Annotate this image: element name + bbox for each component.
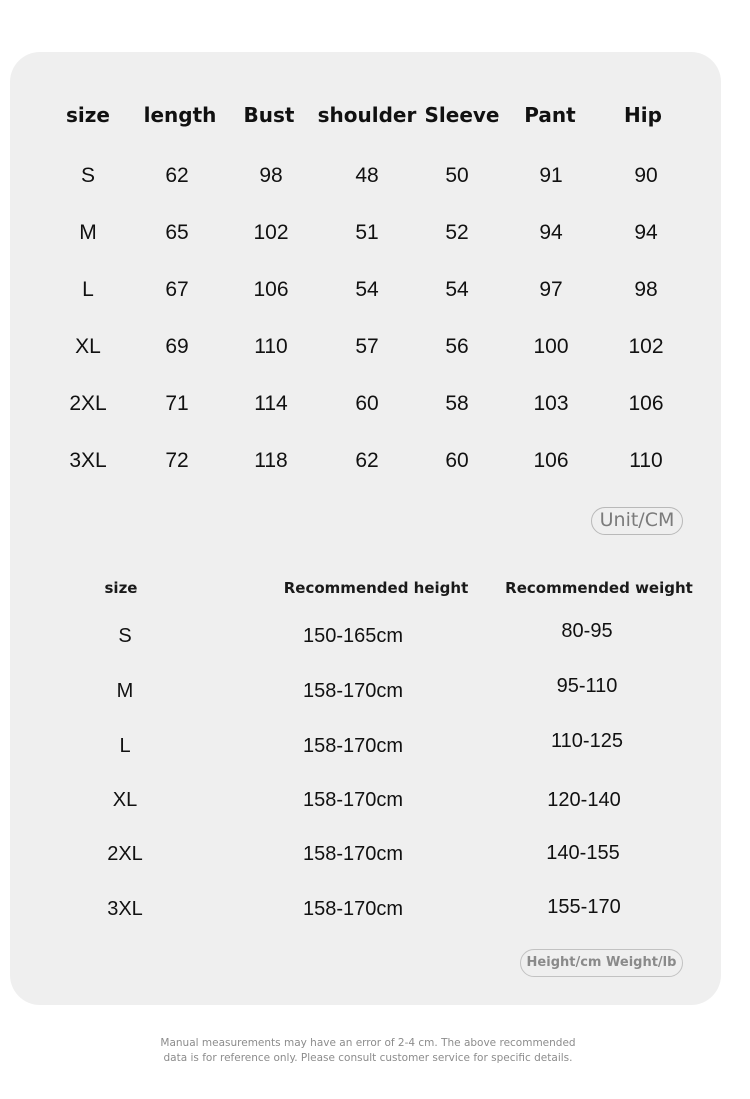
table-row — [0, 671, 750, 711]
cell-size: S — [118, 625, 132, 647]
header-recommended-height: Recommended height — [283, 579, 469, 597]
cell-size: 2XL — [69, 392, 107, 415]
cell-shoulder: 57 — [355, 335, 379, 358]
cell-weight: 140-155 — [546, 842, 620, 864]
cell-pant: 94 — [539, 221, 563, 244]
cell-weight: 120-140 — [547, 789, 621, 811]
table-row — [0, 834, 750, 874]
table-row — [0, 726, 750, 766]
cell-size: 3XL — [107, 898, 143, 920]
cell-pant: 97 — [539, 278, 563, 301]
cell-size: 3XL — [69, 449, 107, 472]
cell-height: 158-170cm — [302, 680, 404, 702]
cell-shoulder: 54 — [355, 278, 379, 301]
cell-hip: 98 — [634, 278, 658, 301]
cell-height: 158-170cm — [302, 843, 404, 865]
cell-size: XL — [75, 335, 101, 358]
table-row — [0, 384, 750, 424]
cell-length: 71 — [165, 392, 189, 415]
height-weight-unit-badge: Height/cm Weight/lb — [520, 949, 683, 977]
cell-pant: 100 — [533, 335, 569, 358]
header-pant: Pant — [524, 103, 576, 127]
cell-hip: 94 — [634, 221, 658, 244]
table-row — [0, 270, 750, 310]
cell-shoulder: 51 — [355, 221, 379, 244]
cell-sleeve: 52 — [445, 221, 469, 244]
table-row — [0, 327, 750, 367]
header-bust: Bust — [243, 103, 295, 127]
cell-size: 2XL — [107, 843, 143, 865]
cell-bust: 98 — [259, 164, 283, 187]
cell-sleeve: 60 — [445, 449, 469, 472]
header-hip: Hip — [624, 103, 662, 127]
cell-pant: 103 — [533, 392, 569, 415]
cell-size: S — [80, 164, 96, 187]
cell-length: 62 — [165, 164, 189, 187]
table-row — [0, 156, 750, 196]
cell-hip: 110 — [629, 449, 663, 472]
cell-weight: 80-95 — [561, 620, 613, 642]
cell-height: 158-170cm — [302, 735, 404, 757]
unit-cm-badge: Unit/CM — [591, 507, 683, 535]
size-chart-header-row — [0, 95, 750, 135]
cell-pant: 91 — [539, 164, 563, 187]
recommendation-header-row — [0, 568, 750, 608]
cell-size: XL — [112, 789, 138, 811]
cell-shoulder: 62 — [355, 449, 379, 472]
cell-bust: 114 — [254, 392, 288, 415]
cell-length: 72 — [165, 449, 189, 472]
cell-sleeve: 50 — [445, 164, 469, 187]
cell-length: 67 — [165, 278, 189, 301]
cell-hip: 102 — [628, 335, 664, 358]
cell-bust: 106 — [253, 278, 289, 301]
header-size: size — [66, 103, 110, 127]
cell-bust: 102 — [253, 221, 289, 244]
cell-hip: 106 — [628, 392, 664, 415]
table-row — [0, 616, 750, 656]
cell-height: 158-170cm — [302, 789, 404, 811]
disclaimer-line-1: Manual measurements may have an error of 2-4 cm. The above recommended — [160, 1037, 576, 1049]
cell-length: 69 — [165, 335, 189, 358]
table-row — [0, 441, 750, 481]
cell-height: 158-170cm — [302, 898, 404, 920]
header-sleeve: Sleeve — [424, 103, 500, 127]
cell-size: L — [119, 735, 131, 757]
cell-size: M — [79, 221, 97, 244]
cell-length: 65 — [165, 221, 189, 244]
header-recommended-weight: Recommended weight — [505, 579, 693, 597]
cell-sleeve: 58 — [445, 392, 469, 415]
cell-weight: 110-125 — [551, 730, 623, 752]
measurement-disclaimer — [0, 1036, 736, 1066]
cell-size: L — [82, 278, 94, 301]
cell-size: M — [116, 680, 134, 702]
header-length: length — [143, 103, 217, 127]
cell-pant: 106 — [533, 449, 569, 472]
disclaimer-line-2: data is for reference only. Please consult customer service for specific details. — [163, 1052, 573, 1064]
cell-weight: 95-110 — [556, 675, 618, 697]
table-row — [0, 889, 750, 929]
cell-sleeve: 54 — [445, 278, 469, 301]
cell-weight: 155-170 — [547, 896, 621, 918]
cell-hip: 90 — [634, 164, 658, 187]
table-row — [0, 213, 750, 253]
cell-height: 150-165cm — [302, 625, 404, 647]
header-size: size — [104, 579, 138, 597]
cell-bust: 110 — [254, 335, 288, 358]
cell-shoulder: 48 — [355, 164, 379, 187]
cell-sleeve: 56 — [445, 335, 469, 358]
cell-bust: 118 — [254, 449, 288, 472]
header-shoulder: shoulder — [317, 103, 417, 127]
cell-shoulder: 60 — [355, 392, 379, 415]
table-row — [0, 780, 750, 820]
